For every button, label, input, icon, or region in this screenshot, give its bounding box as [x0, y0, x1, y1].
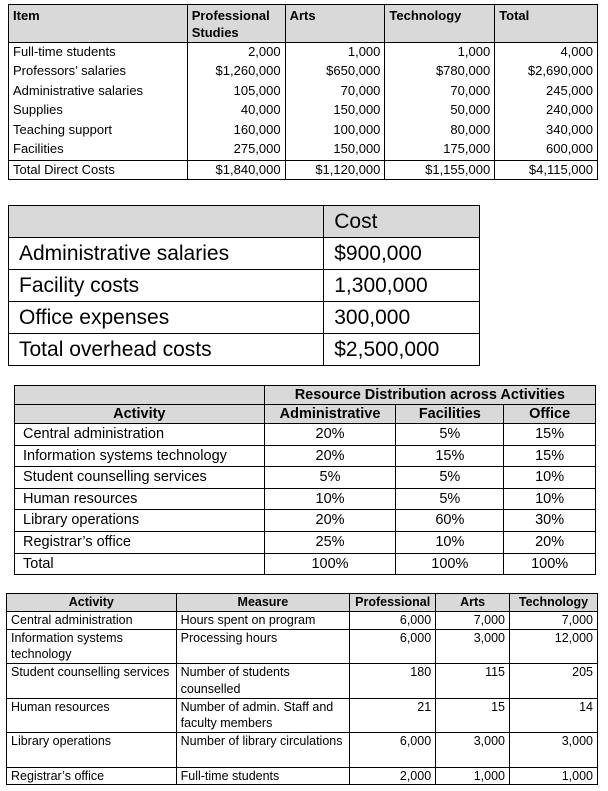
table-cell: 160,000 [187, 121, 285, 141]
table-cell: 5% [264, 467, 396, 489]
table-cell: 6,000 [350, 733, 436, 768]
column-header: Facilities [396, 405, 504, 424]
table-cell: 1,000 [436, 767, 510, 785]
table-cell: $780,000 [385, 62, 495, 82]
blank-header-cell [9, 206, 324, 238]
column-header: Administrative [264, 405, 396, 424]
table-cell: 7,000 [436, 612, 510, 630]
column-header: Technology [510, 594, 598, 612]
table-row [9, 121, 598, 141]
table-cell: $1,840,000 [187, 160, 285, 180]
table-cell: $4,115,000 [495, 160, 598, 180]
table-header-row [9, 206, 480, 238]
table-cell: 300,000 [324, 302, 480, 334]
table-row [9, 140, 598, 160]
group-header: Resource Distribution across Activities [264, 386, 595, 405]
table-cell: $2,690,000 [495, 62, 598, 82]
table-row [15, 488, 596, 510]
row-label: Office expenses [9, 302, 324, 334]
table-cell: $2,500,000 [324, 334, 480, 366]
row-label: Administrative salaries [9, 238, 324, 270]
table-cell: 3,000 [510, 733, 598, 768]
table-row [9, 82, 598, 102]
table-cell: 105,000 [187, 82, 285, 102]
total-row [15, 553, 596, 575]
row-label: Information systems technology [7, 629, 177, 664]
table-row [15, 467, 596, 489]
measure-cell: Number of library circulations [176, 733, 350, 768]
table-cell: 5% [396, 488, 504, 510]
table-header-row [7, 594, 598, 612]
column-header: Activity [15, 405, 265, 424]
table-row [9, 302, 480, 334]
row-label: Student counselling services [15, 467, 265, 489]
table-cell: 14 [510, 698, 598, 733]
table-row [15, 531, 596, 553]
row-label: Professors’ salaries [9, 62, 188, 82]
table-cell: 10% [504, 467, 596, 489]
table-cell: 150,000 [285, 101, 385, 121]
table-row [15, 424, 596, 446]
direct-costs-table [8, 4, 598, 180]
overhead-costs-table [8, 205, 480, 366]
table-cell: 4,000 [495, 43, 598, 63]
table-row [9, 270, 480, 302]
row-label: Facility costs [9, 270, 324, 302]
table-cell: 70,000 [285, 82, 385, 102]
table-row [7, 767, 598, 785]
measure-cell: Number of admin. Staff and faculty members [176, 698, 350, 733]
table-cell: 1,000 [510, 767, 598, 785]
table-row [7, 698, 598, 733]
table-cell: 21 [350, 698, 436, 733]
row-label: Library operations [7, 733, 177, 768]
table-cell: 25% [264, 531, 396, 553]
table-cell: 175,000 [385, 140, 495, 160]
row-label: Information systems technology [15, 445, 265, 467]
table-cell: $1,120,000 [285, 160, 385, 180]
table-cell: 20% [504, 531, 596, 553]
table-cell: 100% [396, 553, 504, 575]
table-row [9, 238, 480, 270]
table-cell: 1,000 [385, 43, 495, 63]
table-row [9, 101, 598, 121]
measure-cell: Hours spent on program [176, 612, 350, 630]
table-cell: 20% [264, 445, 396, 467]
table-cell: 3,000 [436, 629, 510, 664]
measure-cell: Processing hours [176, 629, 350, 664]
total-row [9, 160, 598, 180]
row-label: Administrative salaries [9, 82, 188, 102]
row-label: Total overhead costs [9, 334, 324, 366]
row-label: Registrar’s office [15, 531, 265, 553]
measure-cell: Number of students counselled [176, 664, 350, 699]
table-cell: 80,000 [385, 121, 495, 141]
column-header: Item [9, 5, 188, 43]
table-cell: 10% [396, 531, 504, 553]
row-label: Total Direct Costs [9, 160, 188, 180]
table-cell: 3,000 [436, 733, 510, 768]
row-label: Human resources [7, 698, 177, 733]
activity-measures-table [6, 593, 598, 785]
table-row [9, 62, 598, 82]
table-row [7, 612, 598, 630]
table-cell: 240,000 [495, 101, 598, 121]
table-cell: 6,000 [350, 612, 436, 630]
table-cell: 15% [396, 445, 504, 467]
row-label: Facilities [9, 140, 188, 160]
table-cell: 180 [350, 664, 436, 699]
table-cell: 20% [264, 424, 396, 446]
table-row [7, 664, 598, 699]
table-cell: 5% [396, 424, 504, 446]
table-row [9, 43, 598, 63]
column-header: Cost [324, 206, 480, 238]
resource-distribution-table [14, 385, 596, 575]
table-cell: 115 [436, 664, 510, 699]
row-label: Central administration [15, 424, 265, 446]
table-cell: 2,000 [350, 767, 436, 785]
table-cell: 150,000 [285, 140, 385, 160]
column-header: Activity [7, 594, 177, 612]
table-cell: 5% [396, 467, 504, 489]
table-cell: 15% [504, 445, 596, 467]
row-label: Human resources [15, 488, 265, 510]
table-cell: 40,000 [187, 101, 285, 121]
table-cell: 6,000 [350, 629, 436, 664]
table-cell: 340,000 [495, 121, 598, 141]
column-header: Total [495, 5, 598, 43]
row-label: Full-time students [9, 43, 188, 63]
table-header-row [9, 5, 598, 43]
column-header: Professional [350, 594, 436, 612]
table-cell: $900,000 [324, 238, 480, 270]
table-cell: 15% [504, 424, 596, 446]
row-label: Central administration [7, 612, 177, 630]
column-header: Office [504, 405, 596, 424]
table-cell: 15 [436, 698, 510, 733]
measure-cell: Full-time students [176, 767, 350, 785]
total-row [9, 334, 480, 366]
table-cell: 7,000 [510, 612, 598, 630]
table-row [15, 445, 596, 467]
table-cell: $1,155,000 [385, 160, 495, 180]
group-header-row [15, 386, 596, 405]
table-cell: 1,300,000 [324, 270, 480, 302]
table-cell: 30% [504, 510, 596, 532]
column-header: Arts [436, 594, 510, 612]
table-cell: 100% [504, 553, 596, 575]
table-cell: $650,000 [285, 62, 385, 82]
table-header-row [15, 405, 596, 424]
table-cell: 10% [264, 488, 396, 510]
row-label: Total [15, 553, 265, 575]
table-cell: $1,260,000 [187, 62, 285, 82]
table-cell: 10% [504, 488, 596, 510]
table-cell: 100% [264, 553, 396, 575]
row-label: Registrar’s office [7, 767, 177, 785]
table-cell: 12,000 [510, 629, 598, 664]
blank-header-cell [15, 386, 265, 405]
table-cell: 20% [264, 510, 396, 532]
table-cell: 100,000 [285, 121, 385, 141]
column-header: Professional Studies [187, 5, 285, 43]
row-label: Library operations [15, 510, 265, 532]
table-cell: 50,000 [385, 101, 495, 121]
table-cell: 600,000 [495, 140, 598, 160]
table-cell: 205 [510, 664, 598, 699]
table-row [7, 629, 598, 664]
table-cell: 1,000 [285, 43, 385, 63]
column-header: Technology [385, 5, 495, 43]
row-label: Supplies [9, 101, 188, 121]
table-cell: 70,000 [385, 82, 495, 102]
table-row [7, 733, 598, 768]
column-header: Arts [285, 5, 385, 43]
table-cell: 275,000 [187, 140, 285, 160]
row-label: Student counselling services [7, 664, 177, 699]
table-row [15, 510, 596, 532]
table-cell: 245,000 [495, 82, 598, 102]
row-label: Teaching support [9, 121, 188, 141]
column-header: Measure [176, 594, 350, 612]
table-cell: 60% [396, 510, 504, 532]
table-cell: 2,000 [187, 43, 285, 63]
